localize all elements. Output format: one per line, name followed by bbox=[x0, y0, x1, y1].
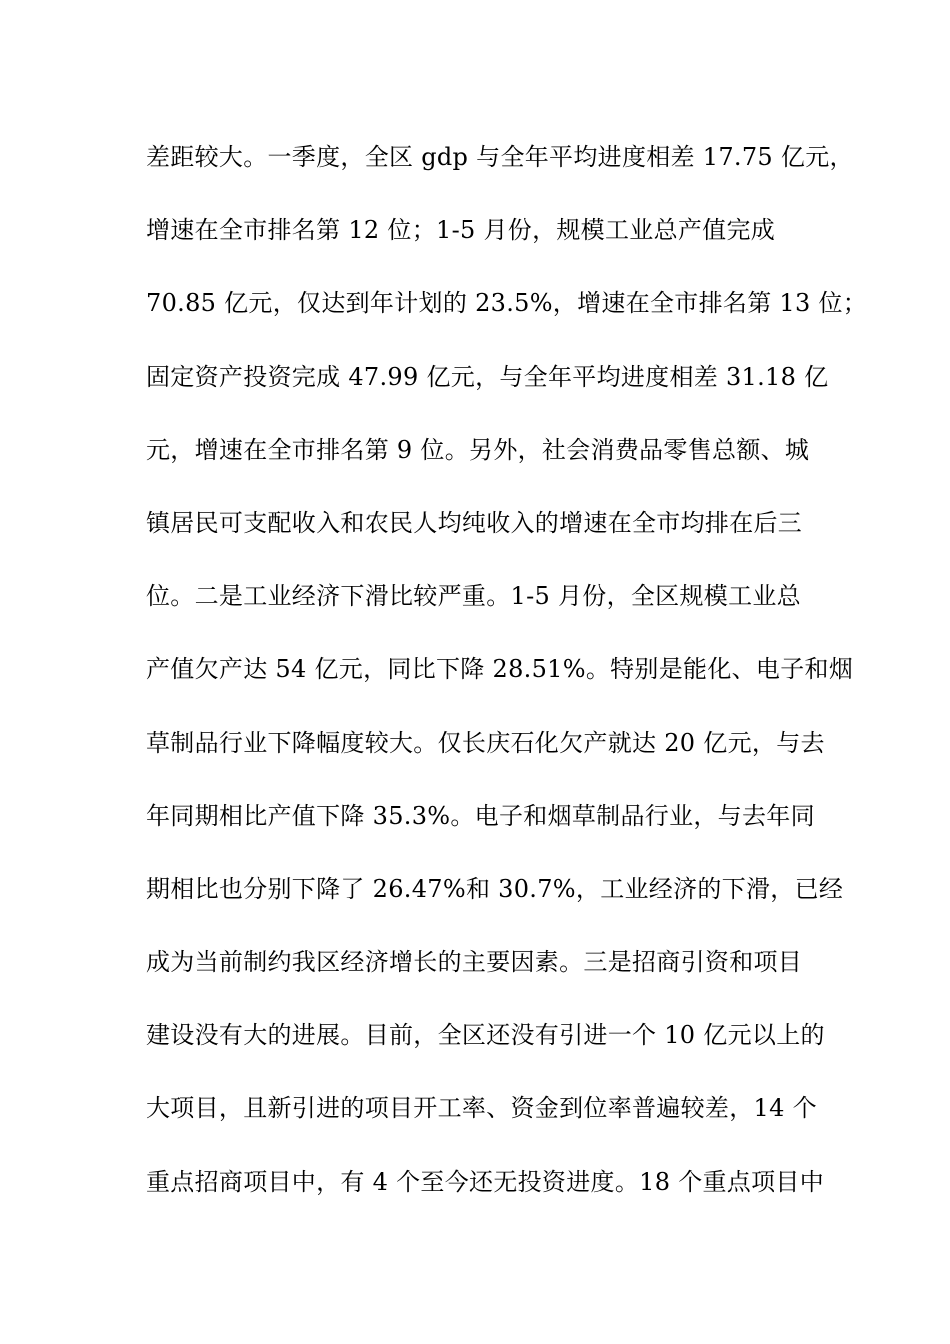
text-line: 产值欠产达 54 亿元，同比下降 28.51%。特别是能化、电子和烟 bbox=[146, 655, 854, 684]
text-line: 草制品行业下降幅度较大。仅长庆石化欠产就达 20 亿元，与去 bbox=[146, 728, 825, 757]
body-text bbox=[146, 133, 868, 1231]
text-line: 固定资产投资完成 47.99 亿元，与全年平均进度相差 31.18 亿 bbox=[146, 362, 829, 391]
text-line: 70.85 亿元，仅达到年计划的 23.5%，增速在全市排名第 13 位； bbox=[146, 289, 868, 318]
text-line: 期相比也分别下降了 26.47%和 30.7%，工业经济的下滑，已经 bbox=[146, 874, 844, 903]
text-line: 位。二是工业经济下滑比较严重。1-5 月份，全区规模工业总 bbox=[146, 582, 801, 611]
text-line: 差距较大。一季度，全区 gdp 与全年平均进度相差 17.75 亿元， bbox=[146, 143, 854, 171]
text-line: 镇居民可支配收入和农民人均纯收入的增速在全市均排在后三 bbox=[146, 508, 803, 537]
text-line: 建设没有大的进展。目前，全区还没有引进一个 10 亿元以上的 bbox=[146, 1021, 825, 1050]
text-line: 元，增速在全市排名第 9 位。另外，社会消费品零售总额、城 bbox=[146, 435, 810, 464]
text-line: 大项目，且新引进的项目开工率、资金到位率普遍较差，14 个 bbox=[146, 1094, 817, 1123]
text-line: 增速在全市排名第 12 位；1-5 月份，规模工业总产值完成 bbox=[146, 216, 776, 245]
text-line: 重点招商项目中，有 4 个至今还无投资进度。18 个重点项目中 bbox=[146, 1167, 824, 1196]
text-line: 年同期相比产值下降 35.3%。电子和烟草制品行业，与去年同 bbox=[146, 801, 815, 830]
text-line: 成为当前制约我区经济增长的主要因素。三是招商引资和项目 bbox=[146, 948, 803, 977]
